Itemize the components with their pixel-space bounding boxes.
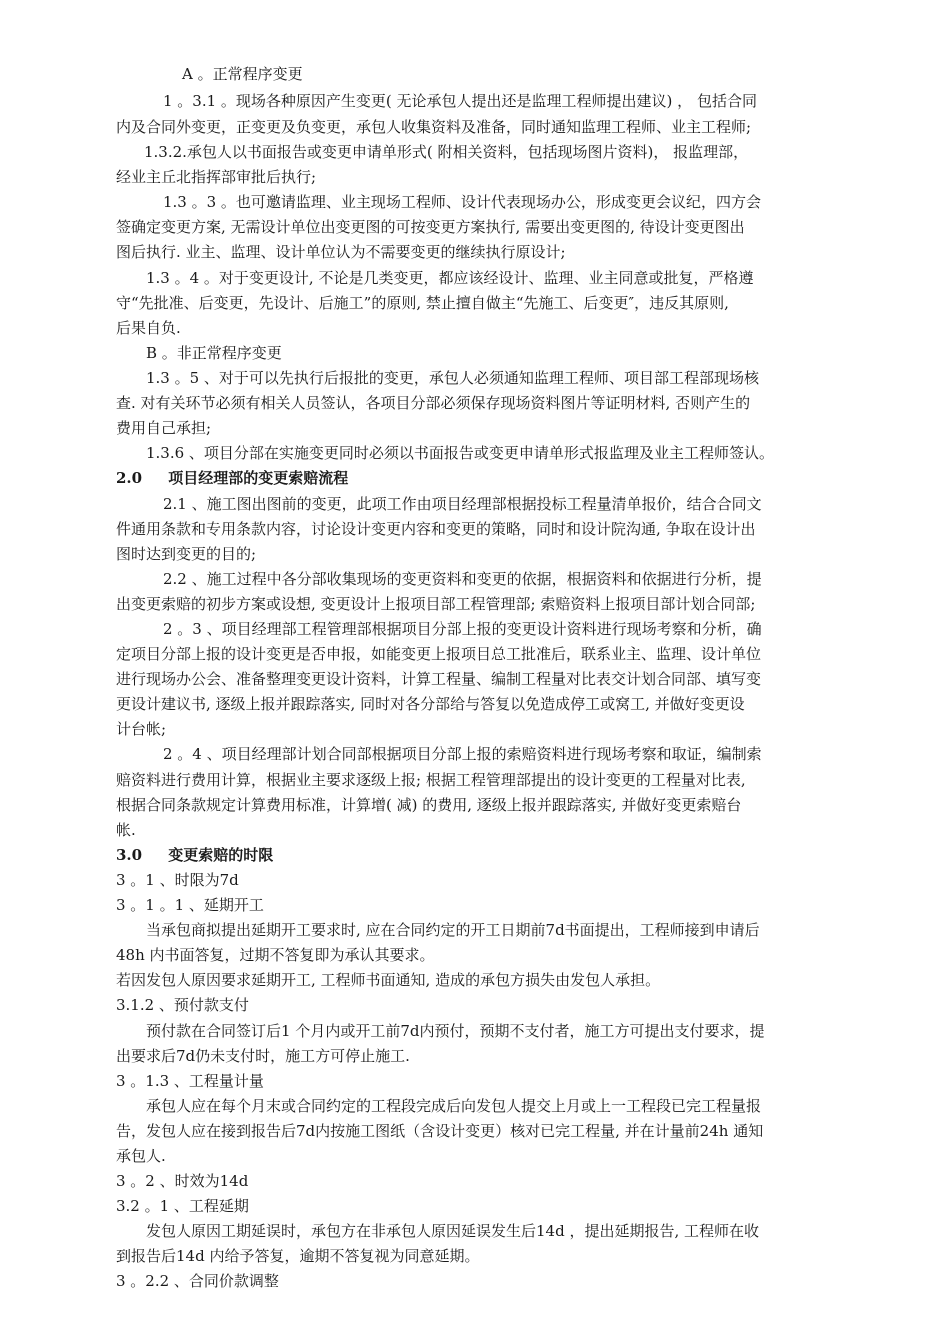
subsection-heading: 3.1.2 、预付款支付 [116, 996, 249, 1014]
subsection-heading: 3 。1.3 、工程量计量 [116, 1072, 264, 1090]
section-3-heading: 3.0 变更索赔的时限 [116, 846, 274, 864]
paragraph-line: 进行现场办公会、准备整理变更设计资料，计算工程量、编制工程量对比表交计划合同部、填写变 [116, 670, 762, 688]
paragraph-line: 定项目分部上报的设计变更是否申报，如能变更上报项目总工批准后，联系业主、监理、设计单位 [116, 645, 762, 663]
paragraph-line: 2 。3 、项目经理部工程管理部根据项目分部上报的变更设计资料进行现场考察和分析，确 [163, 620, 762, 638]
paragraph-line: 1.3.6 、项目分部在实施变更同时必须以书面报告或变更申请单形式报监理及业主工程师签认。 [146, 444, 774, 462]
paragraph-line: 发包人原因工期延误时，承包方在非承包人原因延误发生后14d ，提出延期报告, 工程师在收 [146, 1222, 759, 1240]
paragraph-line: 根据合同条款规定计算费用标准，计算增( 减) 的费用, 逐级上报并跟踪落实, 并做好变更索赔台 [116, 796, 742, 814]
subsection-heading: 3 。1 、时限为7d [116, 871, 239, 889]
paragraph-line: 查. 对有关环节必须有相关人员签认，各项目分部必须保存现场资料图片等证明材料, 否则产生的 [116, 394, 751, 412]
paragraph-line: 预付款在合同签订后1 个月内或开工前7d内预付，预期不支付者，施工方可提出支付要求，提 [146, 1022, 765, 1040]
paragraph-line: 内及合同外变更，正变更及负变更，承包人收集资料及准备，同时通知监理工程师、业主工程师; [116, 118, 752, 136]
paragraph-line: 1 。3.1 。现场各种原因产生变更( 无论承包人提出还是监理工程师提出建议) ， 包括合同 [163, 92, 757, 110]
subsection-heading: 3.2 。1 、工程延期 [116, 1197, 249, 1215]
paragraph-line: 经业主丘北指挥部审批后执行; [116, 168, 317, 186]
paragraph-line: 件通用条款和专用条款内容，讨论设计变更内容和变更的策略，同时和设计院沟通, 争取在设计出 [116, 520, 756, 538]
paragraph-line: 1.3 。3 。也可邀请监理、业主现场工程师、设计代表现场办公，形成变更会议纪，四方会 [163, 193, 761, 211]
paragraph-line: 后果自负. [116, 319, 181, 337]
paragraph-line: 守“先批准、后变更，先设计、后施工”的原则, 禁止擅自做主“先施工、后变更″，违反其原则, [116, 294, 729, 312]
paragraph-line: 图时达到变更的目的; [116, 545, 257, 563]
paragraph-line: 承包人. [116, 1147, 166, 1165]
paragraph-line: 图后执行. 业主、监理、设计单位认为不需要变更的继续执行原设计; [116, 243, 566, 261]
paragraph-line: 1.3 。4 。对于变更设计, 不论是几类变更，都应该经设计、监理、业主同意或批复，严格遵 [146, 269, 754, 287]
paragraph-line: 出要求后7d仍未支付时，施工方可停止施工. [116, 1047, 410, 1065]
paragraph-line: 告，发包人应在接到报告后7d内按施工图纸（含设计变更）核对已完工程量, 并在计量前24h 通知 [116, 1122, 764, 1140]
paragraph-line: 出变更索赔的初步方案或设想, 变更设计上报项目部工程管理部; 索赔资料上报项目部计划合同部; [116, 595, 756, 613]
paragraph-line: 当承包商拟提出延期开工要求时, 应在合同约定的开工日期前7d书面提出，工程师接到申请后 [146, 921, 760, 939]
paragraph-line: 2 。4 、项目经理部计划合同部根据项目分部上报的索赔资料进行现场考察和取证，编制索 [163, 745, 762, 763]
subsection-heading: 3 。1 。1 、延期开工 [116, 896, 264, 914]
paragraph-line: 计台帐; [116, 720, 167, 738]
paragraph-line: 1.3.2.承包人以书面报告或变更申请单形式( 附相关资料，包括现场图片资料)， 报监理部， [144, 143, 749, 161]
paragraph-line: 若因发包人原因要求延期开工, 工程师书面通知, 造成的承包方损失由发包人承担。 [116, 971, 661, 989]
paragraph-line: 费用自己承担; [116, 419, 212, 437]
paragraph-line: 更设计建议书, 逐级上报并跟踪落实, 同时对各分部给与答复以免造成停工或窝工, 并做好变更设 [116, 695, 745, 713]
subsection-heading: 3 。2 、时效为14d [116, 1172, 249, 1190]
paragraph-line: 承包人应在每个月末或合同约定的工程段完成后向发包人提交上月或上一工程段已完工程量报 [146, 1097, 762, 1115]
paragraph-line: 1.3 。5 、对于可以先执行后报批的变更，承包人必须通知监理工程师、项目部工程部现场核 [146, 369, 759, 387]
paragraph-line: 2.2 、施工过程中各分部收集现场的变更资料和变更的依据，根据资料和依据进行分析，提 [163, 570, 762, 588]
section-b-heading: B 。非正常程序变更 [146, 344, 282, 362]
paragraph-line: 到报告后14d 内给予答复，逾期不答复视为同意延期。 [116, 1247, 480, 1265]
section-a-heading: A 。正常程序变更 [182, 65, 303, 83]
subsection-heading: 3 。2.2 、合同价款调整 [116, 1272, 279, 1290]
paragraph-line: 帐. [116, 821, 136, 839]
section-2-heading: 2.0 项目经理部的变更索赔流程 [116, 469, 349, 487]
paragraph-line: 签确定变更方案, 无需设计单位出变更图的可按变更方案执行, 需要出变更图的, 待设计变更图出 [116, 218, 745, 236]
paragraph-line: 2.1 、施工图出图前的变更，此项工作由项目经理部根据投标工程量清单报价，结合合同文 [163, 495, 762, 513]
paragraph-line: 赔资料进行费用计算，根据业主要求逐级上报; 根据工程管理部提出的设计变更的工程量对比表, [116, 771, 746, 789]
paragraph-line: 48h 内书面答复，过期不答复即为承认其要求。 [116, 946, 435, 964]
